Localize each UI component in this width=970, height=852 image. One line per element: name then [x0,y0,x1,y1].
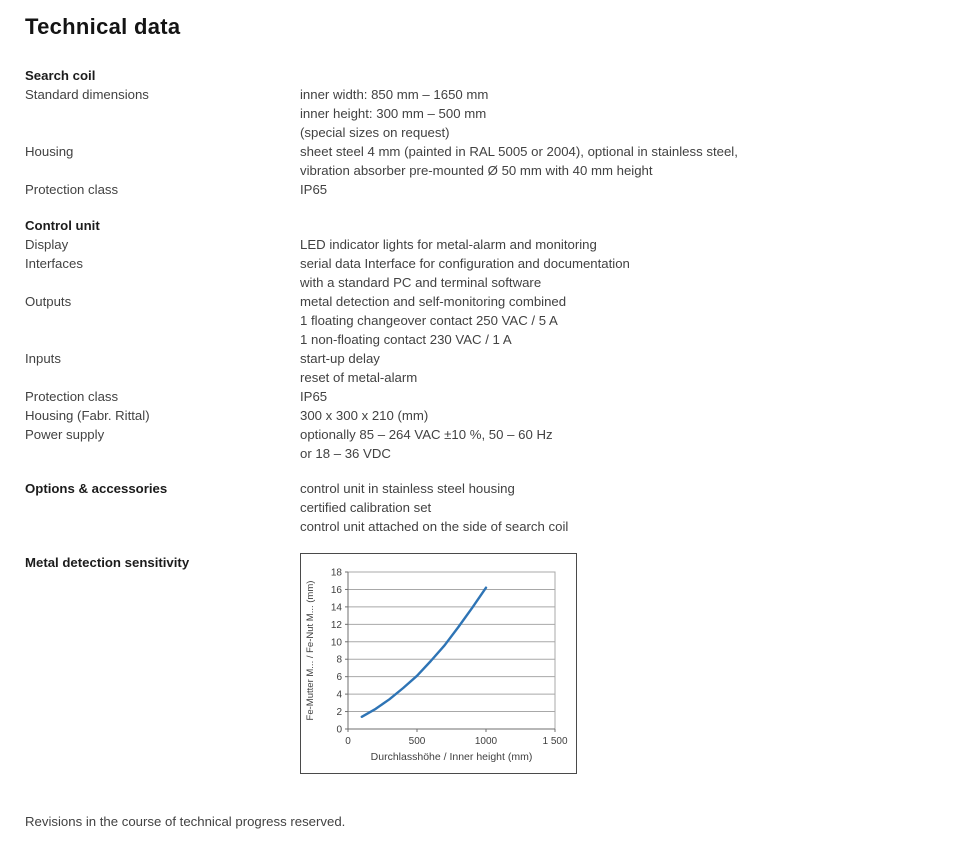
row-label: Options & accessories [25,481,168,496]
row-label: Metal detection sensitivity [25,555,190,570]
value-line: with a standard PC and terminal software [300,275,542,290]
value-line: (special sizes on request) [300,125,450,140]
value-line: certified calibration set [300,500,432,515]
svg-text:Durchlasshöhe / Inner height (: Durchlasshöhe / Inner height (mm) [370,751,533,763]
value-line: vibration absorber pre-mounted Ø 50 mm with 40 mm height [300,163,653,178]
row-value [300,142,950,180]
row-standard-dimensions [25,85,950,142]
row-label: Interfaces [25,256,83,271]
value-line: control unit in stainless steel housing [300,481,515,496]
row-value [300,551,950,774]
row-value [300,254,950,292]
row-label: Outputs [25,294,72,309]
value-line: 1 floating changeover contact 250 VAC / 5 A [300,313,558,328]
row-label: Housing (Fabr. Rittal) [25,408,150,423]
row-outputs [25,292,950,349]
row-protection-class [25,180,950,199]
value-line: reset of metal-alarm [300,370,418,385]
row-housing-rittal [25,406,950,425]
svg-text:14: 14 [330,602,342,614]
value-line: serial data Interface for configuration and documentation [300,256,630,271]
svg-text:500: 500 [408,736,426,747]
svg-text:0: 0 [336,724,342,736]
section-heading-control-unit: Control unit [25,218,100,233]
row-metal-detection-sensitivity [25,551,950,774]
row-label: Protection class [25,389,119,404]
value-line: inner width: 850 mm – 1650 mm [300,87,489,102]
svg-text:6: 6 [336,672,342,684]
section-search-coil [25,66,950,199]
value-line: LED indicator lights for metal-alarm and monitoring [300,237,597,252]
row-label: Protection class [25,182,119,197]
value-line: optionally 85 – 264 VAC ±10 %, 50 – 60 Hz [300,427,553,442]
row-protection-class-cu [25,387,950,406]
row-value [300,387,950,406]
value-line: 300 x 300 x 210 (mm) [300,408,429,423]
row-power-supply [25,425,950,463]
svg-text:8: 8 [336,654,342,666]
row-label: Display [25,237,69,252]
svg-text:1 500: 1 500 [542,736,568,747]
sensitivity-chart [300,553,577,774]
value-line: inner height: 300 mm – 500 mm [300,106,487,121]
svg-text:18: 18 [330,567,342,579]
svg-text:10: 10 [330,637,342,649]
svg-text:16: 16 [330,584,342,596]
footer-note: Revisions in the course of technical progress reserved. [25,814,346,829]
svg-text:1000: 1000 [474,736,498,747]
row-value [300,85,950,142]
value-line: sheet steel 4 mm (painted in RAL 5005 or 2004), optional in stainless steel, [300,144,738,159]
row-value [300,292,950,349]
section-metal-detection [25,551,950,774]
row-label: Housing [25,144,74,159]
row-value [300,180,950,199]
row-label: Standard dimensions [25,87,149,102]
row-interfaces [25,254,950,292]
section-control-unit [25,216,950,463]
svg-text:Fe-Mutter M... / Fe-Nut M... (: Fe-Mutter M... / Fe-Nut M... (mm) [305,580,316,721]
value-line: IP65 [300,182,328,197]
value-line: control unit attached on the side of search coil [300,519,569,534]
sensitivity-chart-svg [301,554,576,773]
row-label: Power supply [25,427,105,442]
row-options-accessories [25,479,950,536]
value-line: metal detection and self-monitoring combined [300,294,567,309]
row-inputs [25,349,950,387]
value-line: or 18 – 36 VDC [300,446,391,461]
svg-text:12: 12 [330,619,342,631]
value-line: IP65 [300,389,328,404]
section-heading-search-coil: Search coil [25,68,96,83]
row-display [25,235,950,254]
svg-text:4: 4 [336,689,342,701]
row-housing [25,142,950,180]
row-value [300,425,950,463]
row-value [300,406,950,425]
row-value [300,235,950,254]
row-label: Inputs [25,351,61,366]
svg-text:0: 0 [345,736,351,747]
value-line: start-up delay [300,351,380,366]
svg-text:2: 2 [336,707,342,719]
value-line: 1 non-floating contact 230 VAC / 1 A [300,332,512,347]
row-value [300,349,950,387]
section-options-accessories [25,479,950,536]
row-value [300,479,950,536]
page-title: Technical data [25,14,181,39]
